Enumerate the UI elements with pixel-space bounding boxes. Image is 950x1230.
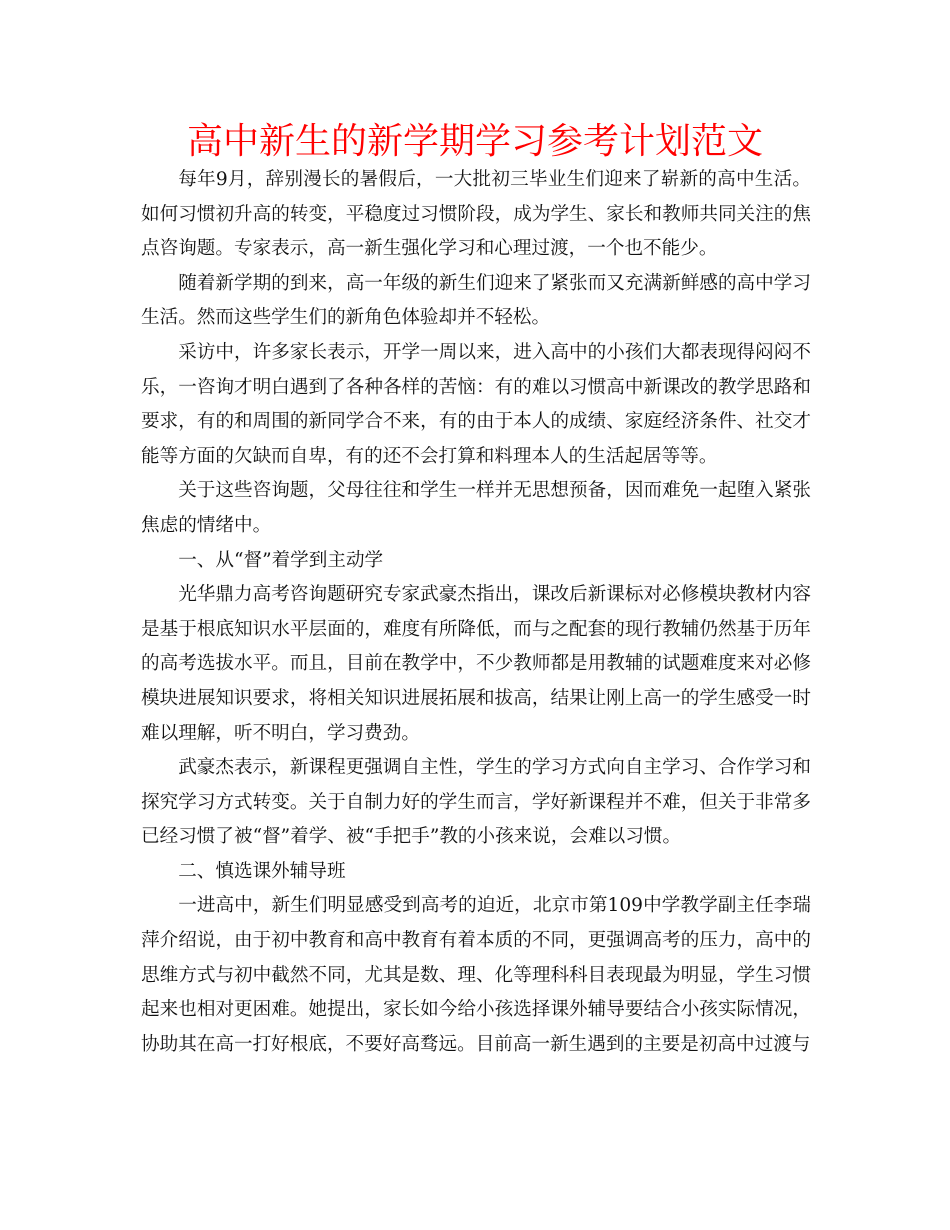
paragraph: 采访中，许多家长表示，开学一周以来，进入高中的小孩们大都表现得闷闷不乐，一咨询才明白遇到了各种各样的苦恼：有的难以习惯高中新课改的教学思路和要求，有的和周围的新同学合不来，有的由于本人的成绩、家庭经济条件、社交才能等方面的欠缺而自卑，有的还不会打算和料理本人的生活起居等等。 [141, 341, 811, 467]
document-title: 高中新生的新学期学习参考计划范文 [186, 121, 763, 162]
paragraph: 一进高中，新生们明显感受到高考的迫近，北京市第109中学教学副主任李瑞萍介绍说，由于初中教育和高中教育有着本质的不同，更强调高考的压力，高中的思维方式与初中截然不同，尤其是数、理、化等理科科目表现最为明显，学生习惯起来也相对更困难。她提出，家长如今给小孩选择课外辅导要结合小孩实际情况，协助其在高一打好根底，不要好高骛远。目前高一新生遇到的主要是初高中过渡与 [141, 895, 811, 1055]
section-heading: 一、从“督”着学到主动学 [178, 549, 384, 571]
paragraph: 随着新学期的到来，高一年级的新生们迎来了紧张而又充满新鲜感的高中学习生活。然而这些学生们的新角色体验却并不轻松。 [141, 272, 811, 329]
paragraph: 每年9月，辞别漫长的暑假后，一大批初三毕业生们迎来了崭新的高中生活。如何习惯初升高的转变，平稳度过习惯阶段，成为学生、家长和教师共同关注的焦点咨询题。专家表示，高一新生强化学习和心理过渡，一个也不能少。 [141, 169, 811, 260]
document-body [141, 163, 811, 1062]
section-heading: 二、慎选课外辅导班 [178, 860, 346, 882]
paragraph: 关于这些咨询题，父母往往和学生一样并无思想预备，因而难免一起堕入紧张焦虑的情绪中。 [141, 480, 811, 536]
paragraph: 武豪杰表示，新课程更强调自主性，学生的学习方式向自主学习、合作学习和探究学习方式转变。关于自制力好的学生而言，学好新课程并不难，但关于非常多已经习惯了被“督”着学、被“手把手”教的小孩来说，会难以习惯。 [141, 757, 811, 848]
paragraph: 光华鼎力高考咨询题研究专家武豪杰指出，课改后新课标对必修模块教材内容是基于根底知识水平层面的，难度有所降低，而与之配套的现行教辅仍然基于历年的高考选拔水平。而且，目前在教学中，不少教师都是用教辅的试题难度来对必修模块进展知识要求，将相关知识进展拓展和拔高，结果让刚上高一的学生感受一时难以理解，听不明白，学习费劲。 [141, 584, 811, 744]
